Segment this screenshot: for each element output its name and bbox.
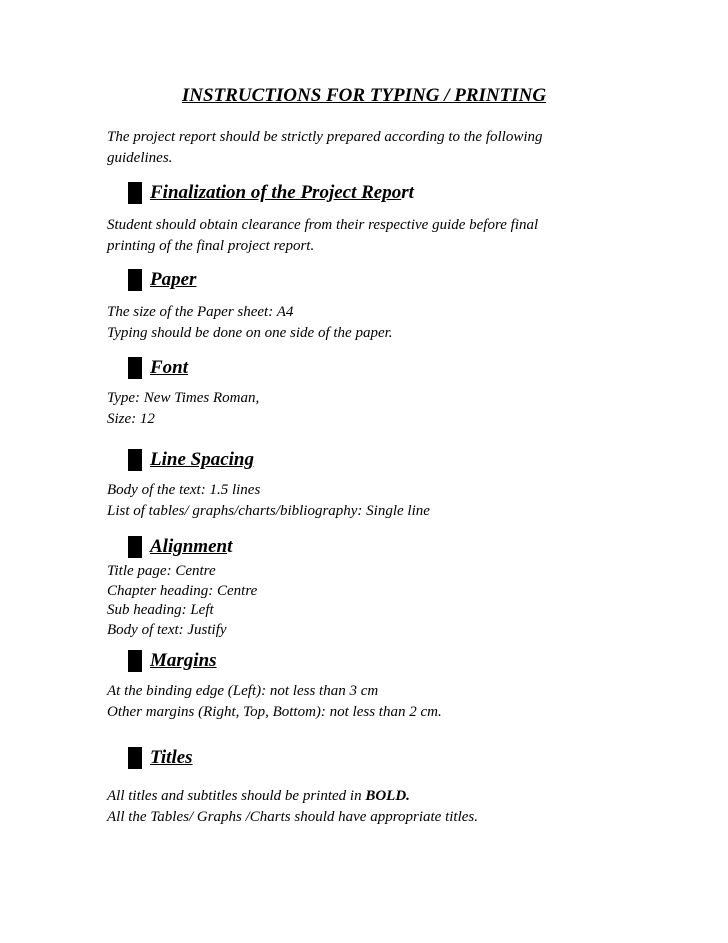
body-line: The size of the Paper sheet: A4 [107, 304, 294, 320]
body-line [107, 786, 607, 807]
heading-finalization-tail: rt [401, 182, 414, 203]
square-bullet-icon [128, 536, 142, 558]
body-line: At the binding edge (Left): not less than 3 cm [107, 683, 379, 699]
section-body-font [107, 388, 607, 430]
square-bullet-icon [128, 650, 142, 672]
section-body-finalization [107, 215, 607, 257]
section-heading-margins [128, 649, 217, 673]
body-line: Typing should be done on one side of the paper. [107, 325, 393, 341]
section-body-paper [107, 302, 607, 344]
heading-finalization-text: Finalization of the Project Repo [150, 182, 402, 203]
body-line: Size: 12 [107, 411, 155, 427]
body-line: Other margins (Right, Top, Bottom): not less than 2 cm. [107, 704, 442, 720]
section-heading-line-spacing [128, 448, 254, 472]
heading-alignment-text: Alignmen [150, 536, 228, 557]
section-heading-alignment [128, 535, 232, 559]
bold-emphasis: BOLD. [365, 788, 410, 804]
document-title: INSTRUCTIONS FOR TYPING / PRINTING [181, 85, 547, 106]
intro-paragraph: The project report should be strictly prepared according to the following guidelines. [107, 129, 543, 166]
section-heading-finalization [128, 181, 414, 205]
body-line-text: All titles and subtitles should be printed in [107, 788, 366, 804]
heading-paper-text: Paper [150, 269, 197, 290]
body-line: Body of text: Justify [107, 621, 227, 638]
body-line: Sub heading: Left [107, 602, 214, 618]
body-line: All the Tables/ Graphs /Charts should have appropriate titles. [107, 809, 478, 825]
square-bullet-icon [128, 182, 142, 204]
section-heading-font [128, 356, 188, 380]
body-line: Student should obtain clearance from their respective guide before final [107, 217, 539, 233]
heading-line-spacing-text: Line Spacing [150, 449, 254, 470]
section-body-margins [107, 681, 607, 723]
section-body-titles [107, 786, 607, 828]
body-line: Title page: Centre [107, 563, 216, 579]
body-line: printing of the final project report. [107, 238, 315, 254]
body-line: Type: New Times Roman, [107, 390, 260, 406]
body-line: Body of the text: 1.5 lines [107, 482, 261, 498]
square-bullet-icon [128, 357, 142, 379]
section-heading-paper [128, 268, 196, 292]
square-bullet-icon [128, 269, 142, 291]
square-bullet-icon [128, 747, 142, 769]
heading-margins-text: Margins [150, 650, 217, 671]
square-bullet-icon [128, 449, 142, 471]
body-line: Chapter heading: Centre [107, 582, 258, 599]
section-heading-titles [128, 746, 193, 770]
body-line: List of tables/ graphs/charts/bibliography: Single line [107, 503, 430, 519]
heading-alignment-tail: t [227, 536, 233, 557]
heading-font-text: Font [150, 357, 189, 378]
section-body-alignment [107, 562, 607, 640]
section-body-line-spacing [107, 480, 607, 522]
heading-titles-text: Titles [150, 747, 193, 768]
